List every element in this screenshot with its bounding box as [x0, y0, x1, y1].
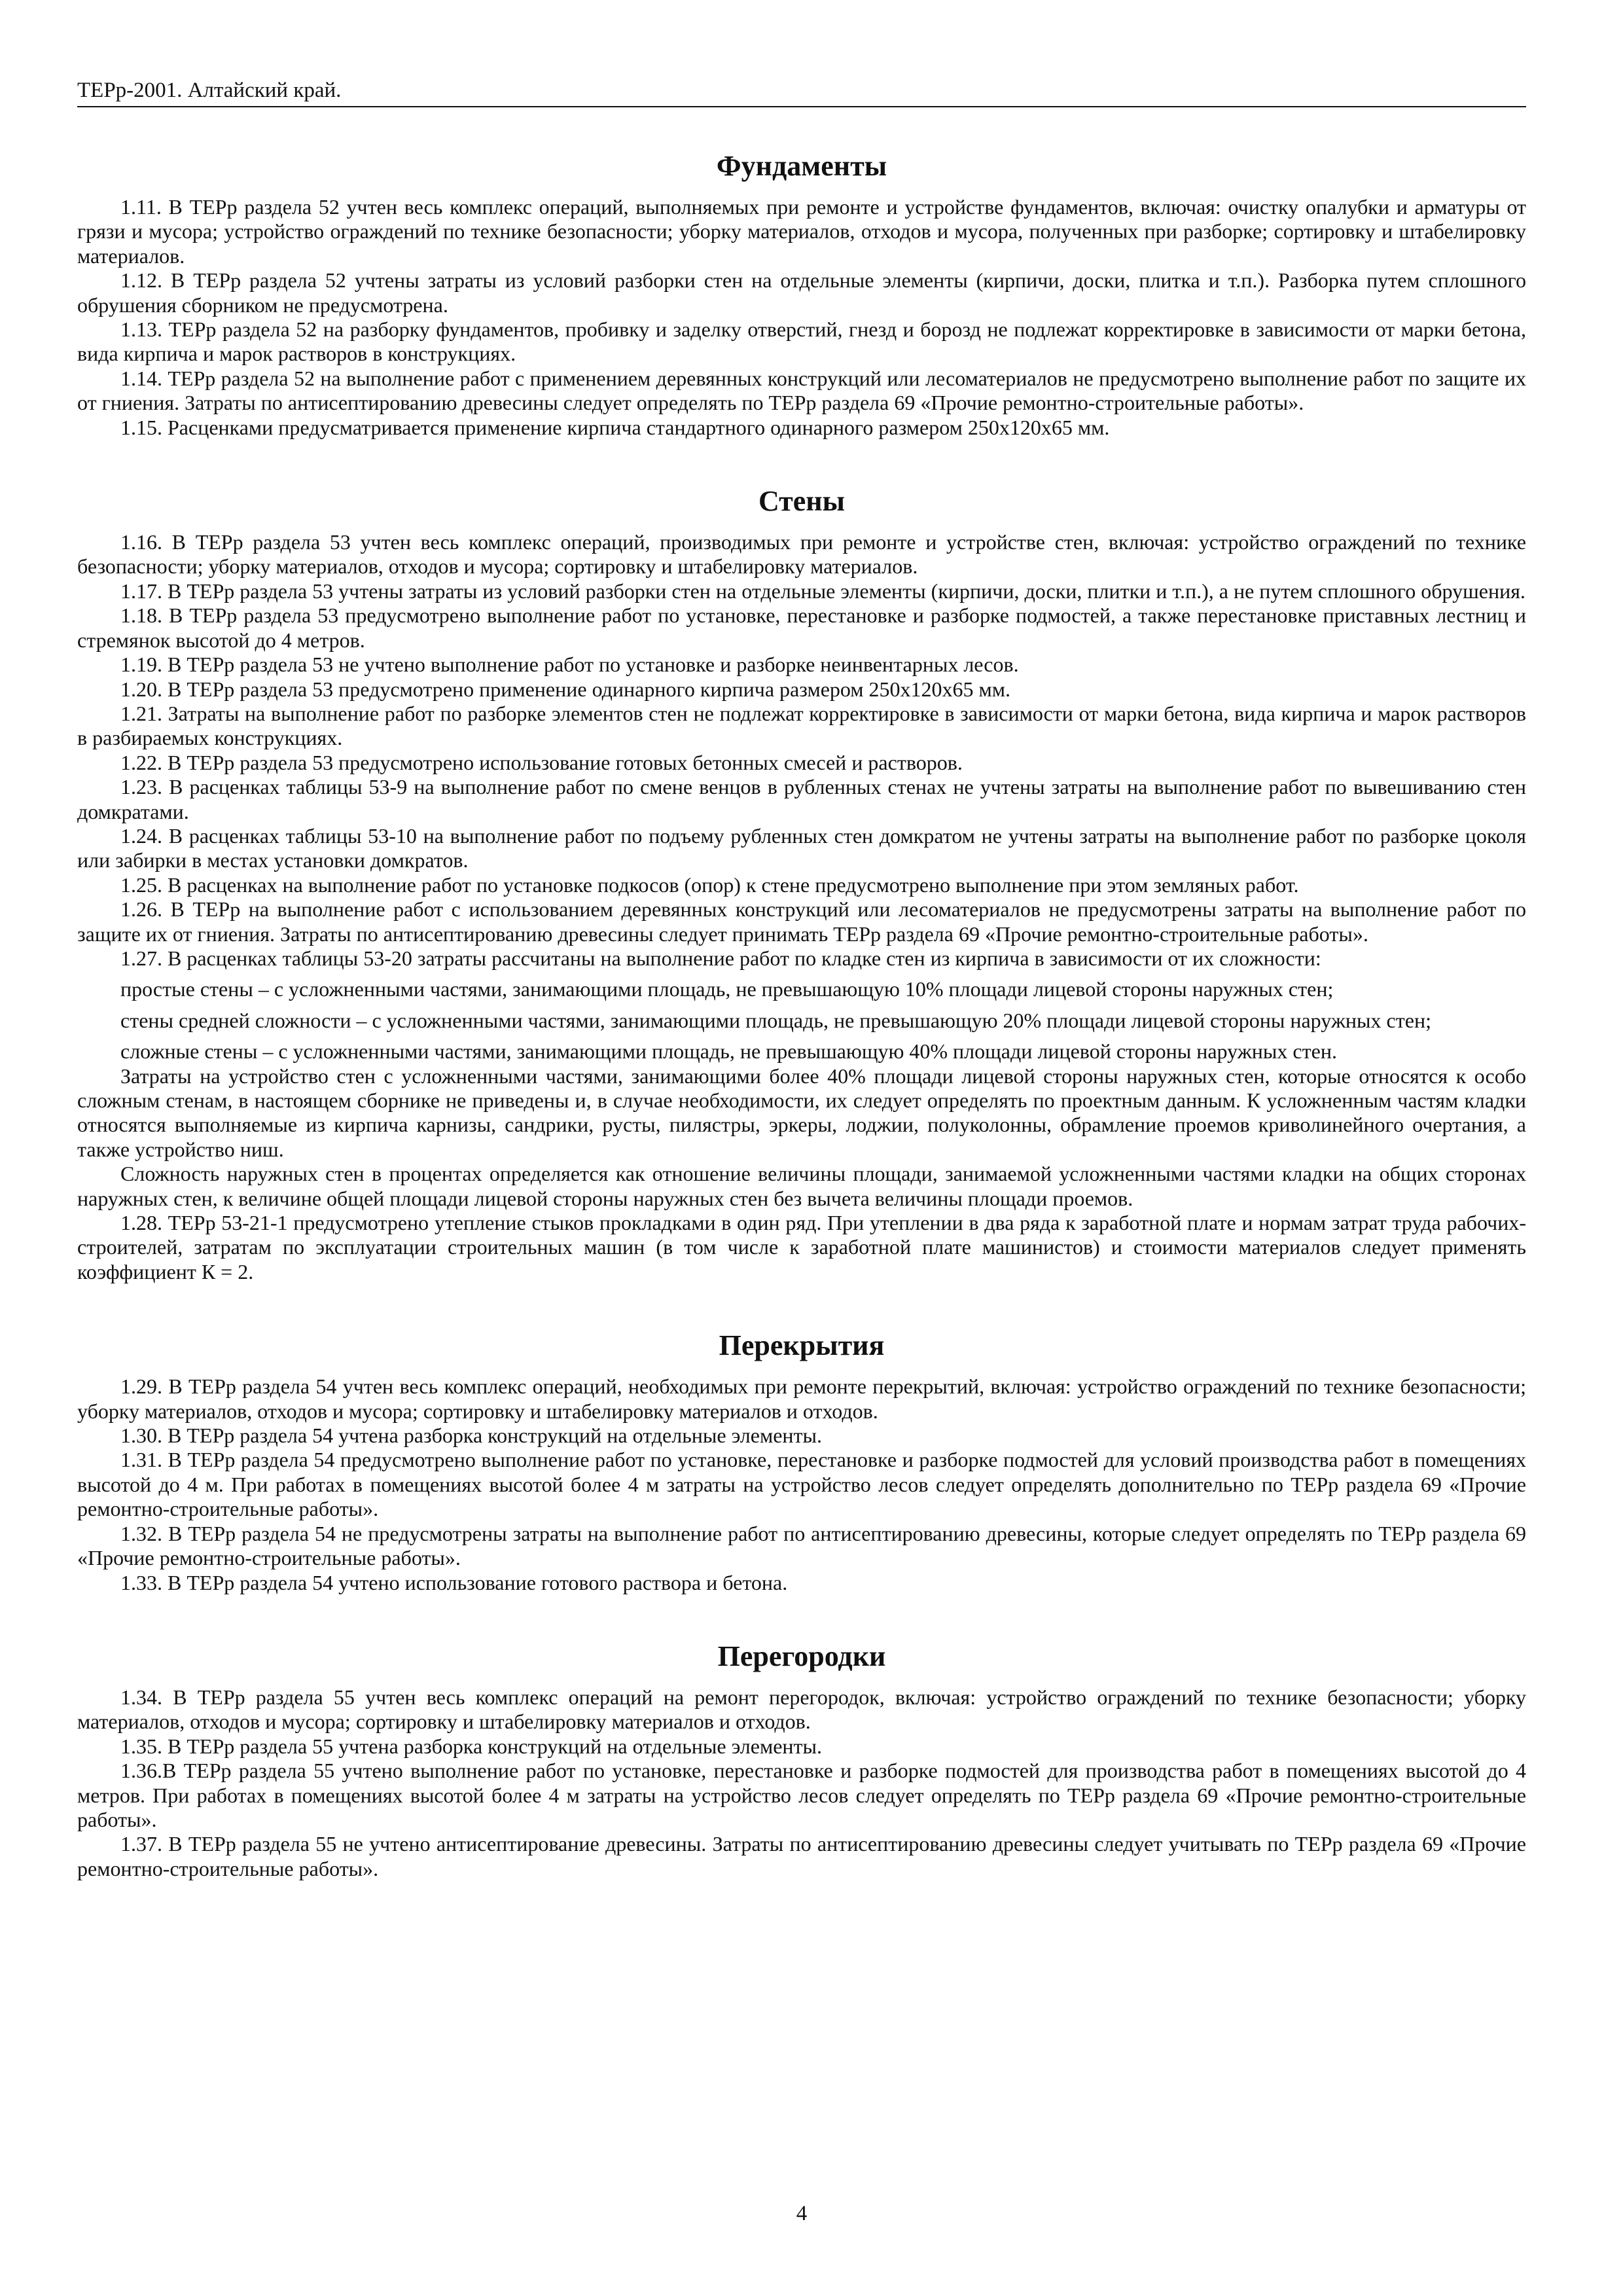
paragraph: 1.30. В ТЕРр раздела 54 учтена разборка конструкций на отдельные элементы. [120, 1424, 823, 1448]
section-heading: Стены [758, 485, 846, 518]
paragraph: 1.29. В ТЕРр раздела 54 учтен весь комплекс операций, необходимых при ремонте перекрытий, включая: устройство ограждений по технике безопасности; уборку материалов, отходов и мусора; сортировку и штабелировку материалов и отходов. [77, 1374, 1526, 1423]
paragraph: 1.11. В ТЕРр раздела 52 учтен весь комплекс операций, выполняемых при ремонте и устройстве фундаментов, включая: очистку опалубки и арматуры от грязи и мусора; устройство ограждений по технике безопасности; уборку материалов, отходов и мусора, полученных при разборке; сортировку и штабелировку материалов. [77, 195, 1526, 268]
paragraph: 1.15. Расценками предусматривается применение кирпича стандартного одинарного размером 250х120х65 мм. [120, 415, 1110, 439]
paragraph: 1.31. В ТЕРр раздела 54 предусмотрено выполнение работ по установке, перестановке и разборке подмостей для условий производства работ в помещениях высотой до 4 м. При работах в помещениях высотой более 4 м затраты на устройство лесов следует определять дополнительно по ТЕРр раздела 69 «Прочие ремонтно-строительные работы». [77, 1448, 1526, 1521]
paragraph: Сложность наружных стен в процентах определяется как отношение величины площади, занимаемой усложненными частями кладки на общих сторонах наружных стен, к величине общей площади лицевой стороны наружных стен без вычета величины площади проемов. [77, 1162, 1526, 1210]
paragraph: 1.32. В ТЕРр раздела 54 не предусмотрены затраты на выполнение работ по антисептированию древесины, которые следует определять по ТЕРр раздела 69 «Прочие ремонтно-строительные работы». [77, 1521, 1526, 1570]
paragraph: 1.20. В ТЕРр раздела 53 предусмотрено применение одинарного кирпича размером 250х120х65 мм. [120, 677, 1011, 701]
paragraph: 1.27. В расценках таблицы 53-20 затраты рассчитаны на выполнение работ по кладке стен из кирпича в зависимости от их сложности: [120, 946, 1321, 970]
paragraph: 1.37. В ТЕРр раздела 55 не учтено антисептирование древесины. Затраты по антисептированию древесины следует учитывать по ТЕРр раздела 69 «Прочие ремонтно-строительные работы». [77, 1832, 1526, 1880]
page-number: 4 [796, 2202, 808, 2225]
section-partitions [77, 1638, 1526, 1881]
section-heading: Перекрытия [719, 1329, 885, 1362]
paragraph: 1.13. ТЕРр раздела 52 на разборку фундаментов, пробивку и заделку отверстий, гнезд и борозд не подлежат корректировке в зависимости от марки бетона, вида кирпича и марок растворов в конструкциях. [77, 317, 1526, 366]
section-foundations [77, 148, 1526, 440]
paragraph: 1.35. В ТЕРр раздела 55 учтена разборка конструкций на отдельные элементы. [120, 1734, 823, 1758]
paragraph: 1.17. В ТЕРр раздела 53 учтены затраты из условий разборки стен на отдельные элементы (кирпичи, доски, плитки и т.п.), а не путем сплошного обрушения. [120, 579, 1525, 603]
paragraph: 1.16. В ТЕРр раздела 53 учтен весь комплекс операций, производимых при ремонте и устройстве стен, включая: устройство ограждений по технике безопасности; уборку материалов, отходов и мусора; сортировку и штабелировку материалов. [77, 530, 1526, 579]
section-floors [77, 1327, 1526, 1595]
paragraph: простые стены – с усложненными частями, занимающими площадь, не превышающую 10% площади лицевой стороны наружных стен; [120, 977, 1334, 1001]
paragraph: 1.34. В ТЕРр раздела 55 учтен весь комплекс операций на ремонт перегородок, включая: устройство ограждений по технике безопасности; уборку материалов, отходов и мусора; сортировку и штабелировку материалов и отходов. [77, 1685, 1526, 1734]
section-heading: Перегородки [717, 1640, 886, 1672]
running-header: ТЕРр-2001. Алтайский край. [77, 77, 1526, 107]
paragraph: 1.21. Затраты на выполнение работ по разборке элементов стен не подлежат корректировке в зависимости от марки бетона, вида кирпича и марок растворов в разбираемых конструкциях. [77, 701, 1526, 750]
document-page [77, 0, 1526, 2296]
document-body [77, 148, 1526, 1924]
paragraph: 1.12. В ТЕРр раздела 52 учтены затраты из условий разборки стен на отдельные элементы (кирпичи, доски, плитка и т.п.). Разборка путем сплошного обрушения сборником не предусмотрена. [77, 268, 1526, 317]
paragraph: 1.14. ТЕРр раздела 52 на выполнение работ с применением деревянных конструкций или лесоматериалов не предусмотрено выполнение работ по защите их от гниения. Затраты по антисептированию древесины следует определять по ТЕРр раздела 69 «Прочие ремонтно-строительные работы». [77, 366, 1526, 415]
paragraph: 1.33. В ТЕРр раздела 54 учтено использование готового раствора и бетона. [120, 1570, 788, 1594]
paragraph: 1.36.В ТЕРр раздела 55 учтено выполнение работ по установке, перестановке и разборке подмостей для производства работ в помещениях высотой до 4 метров. При работах в помещениях высотой более 4 м затраты на устройство лесов следует определять по ТЕРр раздела 69 «Прочие ремонтно-строительные работы». [77, 1759, 1526, 1831]
paragraph: 1.23. В расценках таблицы 53-9 на выполнение работ по смене венцов в рубленных стенах не учтены затраты на выполнение работ по вывешиванию стен домкратами. [77, 775, 1526, 823]
section-heading: Фундаменты [716, 150, 887, 182]
paragraph: 1.18. В ТЕРр раздела 53 предусмотрено выполнение работ по установке, перестановке и разборке подмостей, а также перестановке приставных лестниц и стремянок высотой до 4 метров. [77, 603, 1526, 652]
paragraph: стены средней сложности – с усложненными частями, занимающими площадь, не превышающую 20% площади лицевой стороны наружных стен; [120, 1008, 1431, 1032]
paragraph: 1.25. В расценках на выполнение работ по установке подкосов (опор) к стене предусмотрено выполнение при этом земляных работ. [120, 872, 1299, 897]
paragraph: 1.28. ТЕРр 53-21-1 предусмотрено утепление стыков прокладками в один ряд. При утеплении в два ряда к заработной плате и нормам затрат труда рабочих-строителей, затратам по эксплуатации строительных машин (в том числе к заработной плате машинистов) и стоимости материалов следует применять коэффициент К = 2. [77, 1211, 1526, 1283]
paragraph: Затраты на устройство стен с усложненными частями, занимающими более 40% площади лицевой стороны наружных стен, которые относятся к особо сложным стенам, в настоящем сборнике не приведены и, в случае необходимости, их следует определять по проектным данным. К усложненным частям кладки относятся выполняемые из кирпича карнизы, сандрики, русты, пилястры, эркеры, лоджии, полуколонны, обрамление проемов криволинейного очертания, а также устройство ниш. [77, 1064, 1526, 1161]
paragraph: 1.22. В ТЕРр раздела 53 предусмотрено использование готовых бетонных смесей и растворов. [120, 750, 963, 774]
paragraph: 1.26. В ТЕРр на выполнение работ с использованием деревянных конструкций или лесоматериалов не предусмотрены затраты на выполнение работ по защите их от гниения. Затраты по антисептированию древесины следует принимать ТЕРр раздела 69 «Прочие ремонтно-строительные работы». [77, 897, 1526, 946]
paragraph: 1.19. В ТЕРр раздела 53 не учтено выполнение работ по установке и разборке неинвентарных лесов. [120, 653, 1019, 677]
section-walls [77, 483, 1526, 1284]
paragraph: 1.24. В расценках таблицы 53-10 на выполнение работ по подъему рубленных стен домкратом не учтены затраты на выполнение работ по разборке цоколя или забирки в местах установки домкратов. [77, 823, 1526, 872]
paragraph: сложные стены – с усложненными частями, занимающими площадь, не превышающую 40% площади лицевой стороны наружных стен. [120, 1039, 1337, 1064]
